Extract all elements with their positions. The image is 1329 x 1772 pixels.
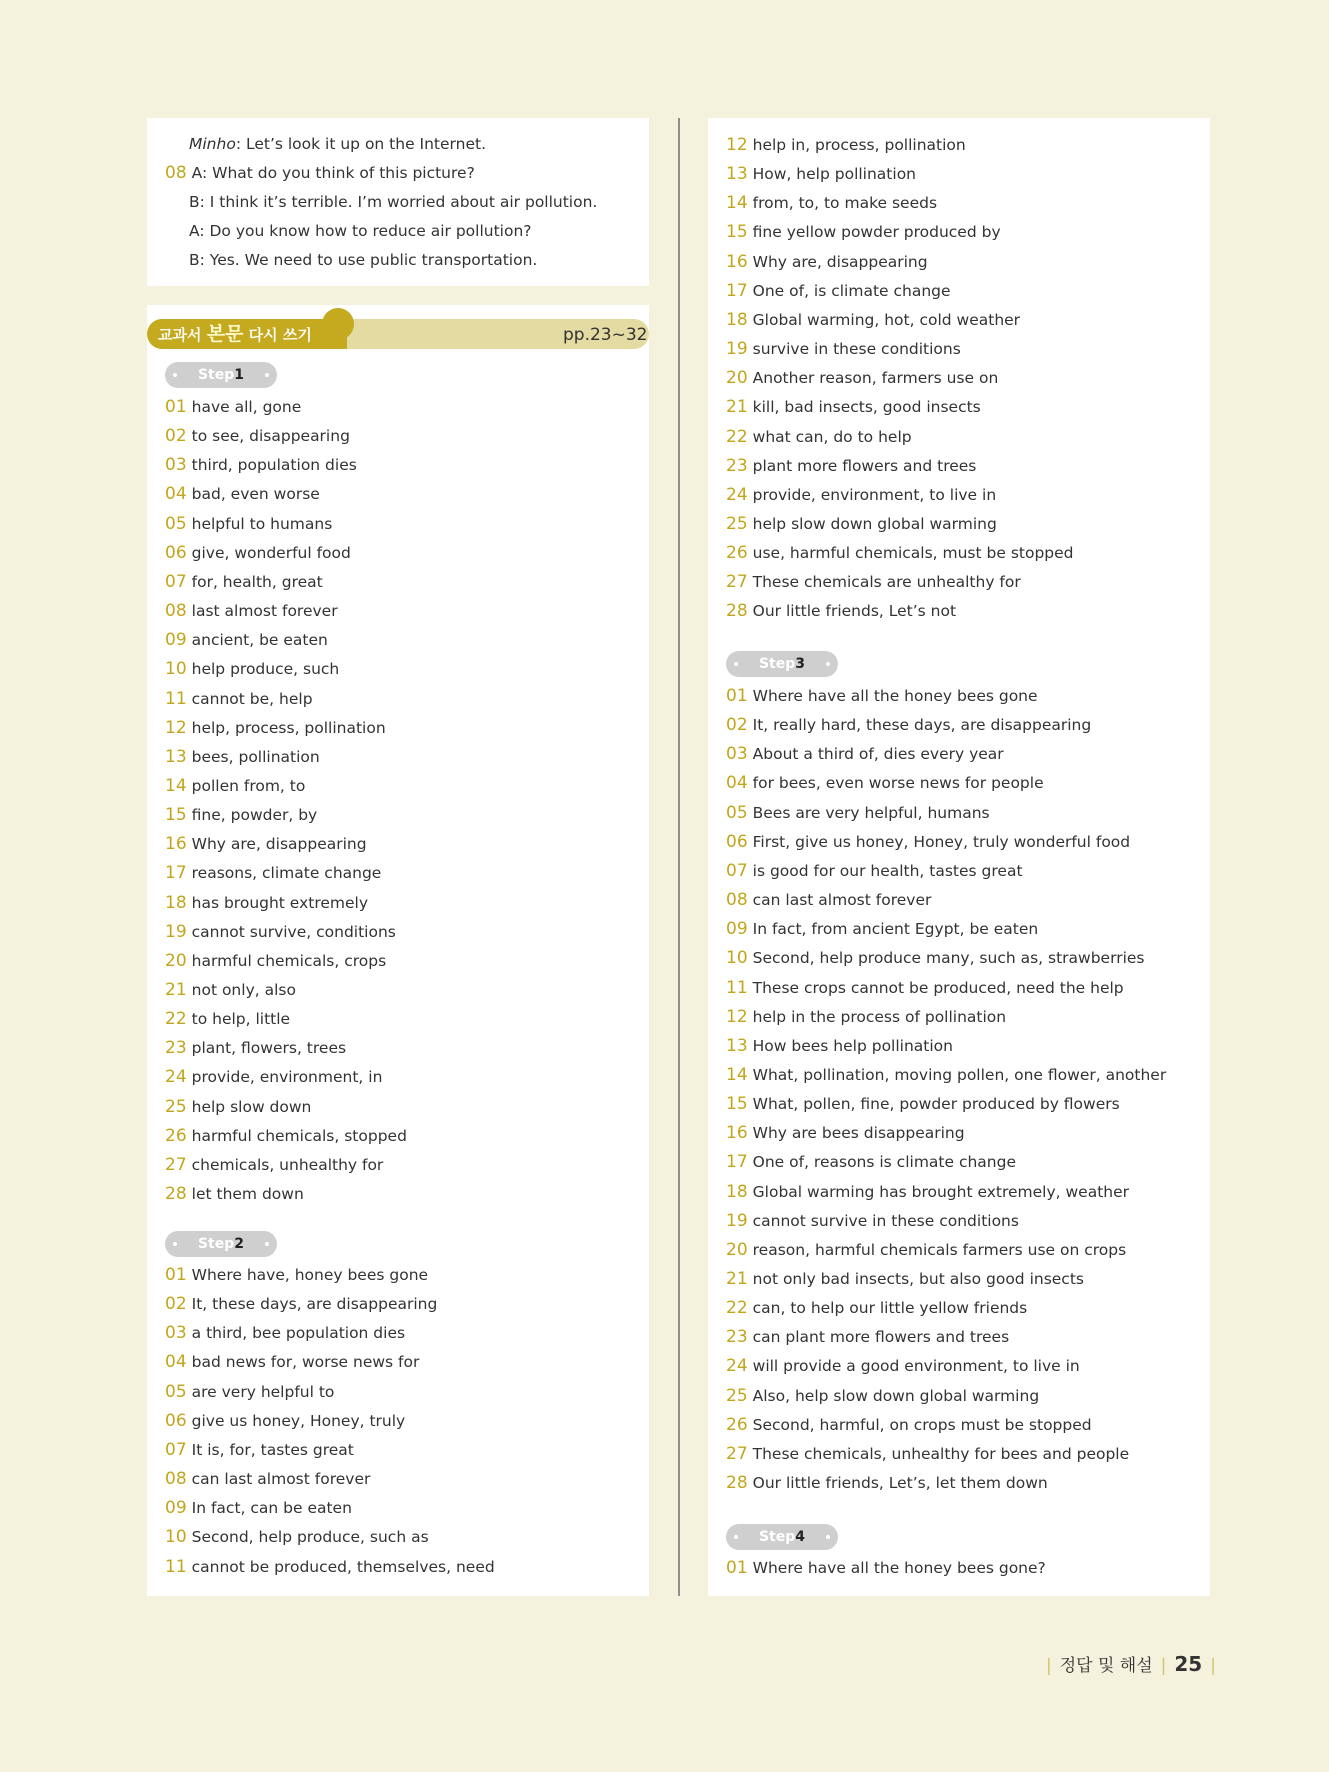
item-number: 07: [165, 1439, 187, 1460]
item-number: 06: [165, 1410, 187, 1431]
item-text: Global warming, hot, cold weather: [752, 310, 1021, 329]
item-number: 14: [726, 1064, 748, 1085]
item-text: In fact, can be eaten: [191, 1499, 352, 1518]
step1-answer: [165, 1126, 407, 1146]
section-title: [158, 322, 312, 347]
step3-answer: [726, 1123, 965, 1143]
item-text: fine yellow powder produced by: [752, 223, 1001, 242]
item-number: 08: [165, 163, 187, 183]
item-text: cannot be produced, themselves, need: [191, 1557, 495, 1576]
step2-answer: [165, 1411, 405, 1431]
dialogue-text: : Let’s look it up on the Internet.: [235, 135, 487, 153]
step1-answer: [165, 980, 296, 1000]
item-number: 22: [726, 1298, 748, 1319]
item-text: cannot be, help: [191, 689, 313, 708]
step2-answer: [726, 543, 1074, 563]
item-number: 06: [165, 542, 187, 563]
item-text: plant, flowers, trees: [191, 1039, 347, 1058]
step2-answer: [726, 339, 961, 359]
step1-answer: [165, 572, 323, 592]
step2-answer: [726, 514, 997, 534]
item-text: These chemicals are unhealthy for: [752, 573, 1021, 592]
item-text: Why are bees disappearing: [752, 1124, 965, 1143]
item-number: 24: [726, 484, 748, 505]
item-number: 05: [165, 513, 187, 534]
item-number: 15: [726, 222, 748, 243]
item-number: 22: [165, 1009, 187, 1030]
step2-answer: [726, 456, 976, 476]
item-text: fine, powder, by: [191, 806, 318, 825]
item-number: 03: [726, 744, 748, 765]
item-text: a third, bee population dies: [191, 1324, 406, 1343]
item-text: use, harmful chemicals, must be stopped: [752, 544, 1074, 563]
dialogue-text: B: I think it’s terrible. I’m worried about air pollution.: [189, 193, 598, 211]
item-text: helpful to humans: [191, 514, 333, 533]
item-text: can last almost forever: [191, 1470, 371, 1489]
page-footer: | 정답 및 해설 | 25 |: [1046, 1652, 1216, 1676]
dialogue-line: [189, 134, 486, 154]
item-number: 02: [165, 426, 187, 447]
item-number: 24: [726, 1356, 748, 1377]
step2-answer: [726, 397, 981, 417]
item-text: help in, process, pollination: [752, 136, 966, 154]
step2-answer: [165, 1265, 428, 1285]
step3-answer: [726, 715, 1091, 735]
item-number: 27: [165, 1154, 187, 1175]
item-text: First, give us honey, Honey, truly wonderful food: [752, 832, 1131, 851]
item-text: These crops cannot be produced, need the help: [752, 978, 1124, 997]
item-number: 21: [726, 397, 748, 418]
item-text: provide, environment, to live in: [752, 485, 997, 504]
item-text: help slow down: [191, 1097, 312, 1116]
dialogue-line: [189, 250, 537, 270]
item-text: can last almost forever: [752, 891, 932, 910]
step2-answer: [726, 252, 928, 272]
item-text: survive in these conditions: [752, 340, 961, 359]
item-text: These chemicals, unhealthy for bees and people: [752, 1444, 1130, 1463]
step1-answer: [165, 834, 367, 854]
item-text: has brought extremely: [191, 893, 369, 912]
item-number: 22: [726, 426, 748, 447]
step1-answer: [165, 630, 328, 650]
step3-answer: [726, 861, 1023, 881]
step2-answer: [165, 1498, 352, 1518]
step3-answer: [726, 978, 1124, 998]
item-text: One of, reasons is climate change: [752, 1153, 1016, 1172]
step2-answer: [726, 222, 1001, 242]
item-text: give, wonderful food: [191, 543, 351, 562]
item-number: 16: [726, 1123, 748, 1144]
item-text: not only, also: [191, 981, 296, 999]
item-text: can plant more flowers and trees: [752, 1328, 1010, 1347]
step3-answer: [726, 1152, 1016, 1172]
step1-answer: [165, 1184, 304, 1204]
dialogue-line: [189, 221, 532, 241]
item-text: last almost forever: [191, 602, 338, 621]
item-text: It, really hard, these days, are disappearing: [752, 716, 1092, 735]
item-number: 26: [726, 1414, 748, 1435]
section-title-main: 본문: [206, 323, 244, 345]
step1-answer: [165, 484, 320, 504]
step2-answer: [726, 193, 937, 213]
item-number: 11: [165, 1556, 187, 1577]
item-text: In fact, from ancient Egypt, be eaten: [752, 920, 1039, 939]
step1-answer: [165, 1097, 311, 1117]
step3-answer: [726, 890, 931, 910]
item-number: 18: [726, 309, 748, 330]
item-text: About a third of, dies every year: [752, 745, 1004, 764]
item-number: 14: [165, 775, 187, 796]
item-number: 07: [165, 571, 187, 592]
item-number: 17: [726, 1152, 748, 1173]
item-number: 21: [165, 980, 187, 1000]
step3-answer: [726, 1415, 1092, 1435]
step4-answer: [726, 1558, 1046, 1578]
step-3-badge: Step3: [726, 651, 838, 677]
item-number: 17: [726, 280, 748, 301]
item-text: let them down: [191, 1185, 304, 1204]
step3-answer: [726, 803, 990, 823]
step1-answer: [165, 951, 386, 971]
item-number: 13: [726, 1035, 748, 1056]
item-text: Another reason, farmers use on: [752, 369, 999, 388]
item-text: is good for our health, tastes great: [752, 861, 1023, 880]
item-text: plant more flowers and trees: [752, 456, 977, 475]
item-text: help produce, such: [191, 660, 340, 679]
item-text: bees, pollination: [191, 747, 320, 766]
item-text: Global warming has brought extremely, weather: [752, 1182, 1130, 1201]
step-2-badge: Step2: [165, 1231, 277, 1257]
item-number: 27: [726, 572, 748, 593]
item-number: 12: [726, 1006, 748, 1027]
item-text: help slow down global warming: [752, 514, 997, 533]
item-number: 16: [165, 834, 187, 855]
item-text: help in the process of pollination: [752, 1007, 1007, 1026]
item-number: 24: [165, 1067, 187, 1088]
step3-answer: [726, 832, 1130, 852]
step3-answer: [726, 1444, 1129, 1464]
item-number: 15: [726, 1094, 748, 1115]
step2-answer: [726, 572, 1021, 592]
item-number: 19: [726, 339, 748, 360]
item-number: 14: [726, 193, 748, 214]
item-text: provide, environment, in: [191, 1068, 383, 1087]
item-text: Also, help slow down global warming: [752, 1386, 1040, 1405]
item-text: to see, disappearing: [191, 427, 350, 446]
item-text: Why are, disappearing: [191, 835, 367, 854]
item-number: 03: [165, 455, 187, 476]
item-number: 13: [165, 746, 187, 767]
item-text: help, process, pollination: [191, 718, 386, 737]
item-text: It, these days, are disappearing: [191, 1295, 438, 1314]
step3-answer: [726, 1036, 953, 1056]
section-pages: pp.23~32: [563, 325, 648, 345]
item-number: 18: [726, 1181, 748, 1202]
step1-answer: [165, 747, 320, 767]
item-text: for bees, even worse news for people: [752, 774, 1044, 793]
item-number: 25: [726, 1385, 748, 1406]
step3-answer: [726, 773, 1044, 793]
item-text: not only bad insects, but also good insects: [752, 1270, 1084, 1288]
item-number: 23: [726, 1327, 748, 1348]
step1-answer: [165, 543, 351, 563]
item-number: 13: [726, 164, 748, 185]
dialogue-text: A: Do you know how to reduce air pollution?: [189, 222, 532, 240]
step3-answer: [726, 686, 1038, 706]
dialogue-text: A: What do you think of this picture?: [191, 164, 475, 182]
item-number: 10: [726, 948, 748, 969]
item-number: 21: [726, 1269, 748, 1289]
step3-answer: [726, 1269, 1084, 1289]
step2-answer: [726, 164, 916, 184]
item-text: How bees help pollination: [752, 1036, 953, 1055]
step3-answer: [726, 744, 1004, 764]
step3-answer: [726, 1356, 1080, 1376]
item-text: It is, for, tastes great: [191, 1440, 354, 1459]
step3-answer: [726, 948, 1145, 968]
dialogue-line: [165, 163, 475, 183]
page-number: 25: [1174, 1652, 1203, 1676]
step2-answer: [165, 1294, 437, 1314]
step3-answer: [726, 1094, 1120, 1114]
step1-answer: [165, 659, 339, 679]
item-text: from, to, to make seeds: [752, 194, 938, 213]
step2-answer: [165, 1440, 354, 1460]
item-text: harmful chemicals, stopped: [191, 1126, 407, 1145]
item-text: Second, help produce, such as: [191, 1528, 429, 1547]
section-title-prefix: 교과서: [158, 326, 202, 344]
step1-answer: [165, 1009, 290, 1029]
item-number: 08: [726, 890, 748, 911]
item-text: Second, harmful, on crops must be stopped: [752, 1415, 1092, 1434]
item-number: 20: [726, 1239, 748, 1260]
item-text: third, population dies: [191, 456, 357, 475]
step3-answer: [726, 1327, 1009, 1347]
item-text: bad, even worse: [191, 485, 320, 504]
step1-answer: [165, 514, 332, 534]
item-number: 17: [165, 863, 187, 884]
step3-answer: [726, 1211, 1019, 1231]
column-divider: [678, 118, 680, 1596]
item-text: Why are, disappearing: [752, 252, 928, 271]
item-number: 04: [165, 1352, 187, 1373]
item-text: kill, bad insects, good insects: [752, 398, 981, 417]
step3-answer: [726, 1473, 1048, 1493]
step-1-badge: Step1: [165, 362, 277, 388]
step-4-badge: Step4: [726, 1524, 838, 1550]
item-number: 26: [726, 543, 748, 564]
item-number: 05: [165, 1381, 187, 1402]
item-text: reasons, climate change: [191, 864, 382, 883]
step2-answer: [726, 601, 956, 621]
step1-answer: [165, 689, 313, 709]
item-number: 15: [165, 805, 187, 826]
footer-label: 정답 및 해설: [1059, 1656, 1153, 1676]
item-text: pollen from, to: [191, 776, 306, 795]
step3-answer: [726, 1240, 1126, 1260]
item-number: 04: [165, 484, 187, 505]
step3-answer: [726, 1065, 1166, 1085]
item-number: 12: [165, 717, 187, 738]
item-text: to help, little: [191, 1010, 291, 1029]
item-number: 20: [726, 368, 748, 389]
item-number: 01: [726, 686, 748, 706]
item-text: will provide a good environment, to live in: [752, 1357, 1080, 1376]
step1-answer: [165, 863, 381, 883]
step2-answer: [726, 135, 966, 155]
step3-answer: [726, 1007, 1006, 1027]
step2-answer: [165, 1527, 429, 1547]
step1-answer: [165, 1038, 346, 1058]
item-number: 05: [726, 802, 748, 823]
item-text: Where have, honey bees gone: [191, 1266, 429, 1284]
item-text: Bees are very helpful, humans: [752, 803, 990, 822]
item-text: Our little friends, Let’s not: [752, 602, 957, 621]
banner-circle-decoration: [322, 308, 354, 340]
item-text: Second, help produce many, such as, strawberries: [752, 949, 1145, 968]
step3-answer: [726, 1386, 1039, 1406]
step2-answer: [726, 368, 998, 388]
item-number: 12: [726, 135, 748, 155]
item-number: 02: [165, 1294, 187, 1315]
step1-answer: [165, 922, 396, 942]
item-number: 18: [165, 892, 187, 913]
item-number: 02: [726, 715, 748, 736]
item-text: cannot survive, conditions: [191, 922, 396, 941]
step3-answer: [726, 919, 1038, 939]
item-number: 03: [165, 1323, 187, 1344]
item-number: 01: [165, 397, 187, 417]
step2-answer: [726, 310, 1020, 330]
step2-answer: [726, 281, 951, 301]
item-text: are very helpful to: [191, 1382, 335, 1401]
item-text: reason, harmful chemicals farmers use on crops: [752, 1240, 1127, 1259]
item-number: 06: [726, 831, 748, 852]
step1-answer: [165, 1067, 382, 1087]
item-number: 01: [726, 1558, 748, 1578]
step3-answer: [726, 1298, 1027, 1318]
step1-answer: [165, 776, 305, 796]
section-title-suffix: 다시 쓰기: [248, 326, 312, 344]
step2-answer: [726, 485, 996, 505]
item-text: cannot survive in these conditions: [752, 1211, 1019, 1230]
item-number: 28: [165, 1184, 187, 1205]
item-number: 25: [165, 1096, 187, 1117]
item-number: 28: [726, 601, 748, 622]
item-text: give us honey, Honey, truly: [191, 1411, 406, 1430]
step2-answer: [165, 1469, 370, 1489]
step2-answer: [165, 1382, 334, 1402]
item-number: 27: [726, 1443, 748, 1464]
item-text: for, health, great: [191, 572, 323, 591]
step2-answer: [726, 427, 912, 447]
item-text: what can, do to help: [752, 427, 912, 446]
item-number: 26: [165, 1125, 187, 1146]
item-text: bad news for, worse news for: [191, 1353, 420, 1372]
step1-answer: [165, 397, 301, 417]
item-number: 09: [165, 1498, 187, 1519]
item-text: How, help pollination: [752, 165, 916, 184]
item-number: 11: [726, 977, 748, 998]
item-number: 10: [165, 1527, 187, 1548]
item-number: 07: [726, 860, 748, 881]
item-text: harmful chemicals, crops: [191, 951, 387, 970]
step1-answer: [165, 805, 317, 825]
item-text: One of, is climate change: [752, 281, 951, 300]
step1-answer: [165, 601, 338, 621]
item-number: 20: [165, 950, 187, 971]
item-text: chemicals, unhealthy for: [191, 1155, 384, 1174]
item-number: 04: [726, 773, 748, 794]
item-text: can, to help our little yellow friends: [752, 1299, 1028, 1318]
item-text: Where have all the honey bees gone: [752, 687, 1038, 705]
item-number: 09: [165, 630, 187, 651]
item-number: 09: [726, 919, 748, 940]
item-number: 11: [165, 688, 187, 709]
step2-answer: [165, 1352, 419, 1372]
item-text: ancient, be eaten: [191, 631, 328, 650]
item-text: What, pollination, moving pollen, one flower, another: [752, 1065, 1167, 1084]
item-number: 23: [726, 455, 748, 476]
item-text: What, pollen, fine, powder produced by flowers: [752, 1095, 1120, 1114]
step1-answer: [165, 893, 368, 913]
item-number: 10: [165, 659, 187, 680]
item-number: 28: [726, 1473, 748, 1494]
item-number: 08: [165, 1469, 187, 1490]
item-number: 16: [726, 251, 748, 272]
item-text: Our little friends, Let’s, let them down: [752, 1474, 1048, 1493]
step1-answer: [165, 455, 357, 475]
item-number: 08: [165, 601, 187, 622]
item-number: 01: [165, 1265, 187, 1285]
step3-answer: [726, 1182, 1129, 1202]
step2-answer: [165, 1323, 405, 1343]
item-text: have all, gone: [191, 398, 302, 416]
speaker-name: Minho: [189, 135, 236, 153]
item-number: 19: [165, 921, 187, 942]
item-number: 19: [726, 1210, 748, 1231]
item-text: Where have all the honey bees gone?: [752, 1559, 1046, 1577]
item-number: 23: [165, 1038, 187, 1059]
step1-answer: [165, 1155, 383, 1175]
dialogue-line: [189, 192, 597, 212]
step1-answer: [165, 426, 350, 446]
step2-answer: [165, 1557, 495, 1577]
dialogue-text: B: Yes. We need to use public transportation.: [189, 251, 538, 269]
step1-answer: [165, 718, 386, 738]
item-number: 25: [726, 513, 748, 534]
